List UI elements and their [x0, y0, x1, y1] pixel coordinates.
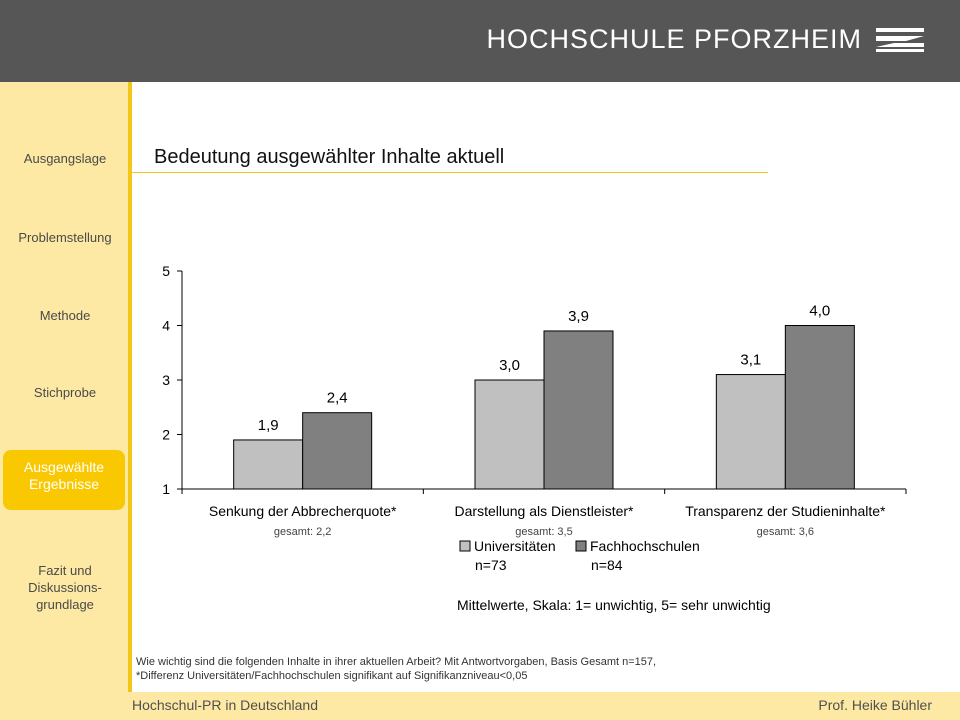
- bar: [303, 413, 372, 489]
- legend-swatch: [576, 541, 586, 551]
- category-label: Senkung der Abbrecherquote*: [208, 503, 397, 519]
- data-label: 3,1: [740, 351, 762, 369]
- total-label: gesamt: 2,2: [273, 526, 332, 538]
- nav-item-fazit[interactable]: Fazit und Diskussions- grundlage: [28, 563, 102, 612]
- category-label: Darstellung als Dienstleister*: [454, 503, 634, 519]
- nav-item-ausgewaehlte-ergebnisse[interactable]: Ausgewählte Ergebnisse: [3, 450, 125, 510]
- legend-n-value: n=73: [475, 557, 507, 573]
- bar-chart: [140, 255, 920, 585]
- bar: [785, 326, 854, 490]
- data-label: 2,4: [326, 389, 348, 407]
- bar: [716, 375, 785, 489]
- y-tick-label: 2: [162, 426, 170, 443]
- brand-name: HOCHSCHULE PFORZHEIM: [486, 24, 862, 54]
- y-tick-label: 1: [162, 481, 170, 497]
- nav-item-problemstellung[interactable]: Problemstellung: [18, 230, 112, 245]
- nav-item-methode[interactable]: Methode: [39, 308, 91, 323]
- footnote-line-1: Wie wichtig sind die folgenden Inhalte in ihrer aktuellen Arbeit? Mit Antwortvorgaben, Basis Gesamt n=157,: [136, 656, 657, 668]
- legend-swatch: [460, 541, 470, 551]
- total-label: gesamt: 3,6: [756, 526, 815, 538]
- footnote: [136, 655, 656, 683]
- bar: [544, 331, 613, 489]
- footer-left: Hochschul-PR in Deutschland: [132, 697, 318, 713]
- sidebar: [0, 82, 128, 720]
- data-label: 4,0: [809, 302, 831, 320]
- header-bar: [0, 0, 960, 82]
- legend-n-value: n=84: [591, 557, 623, 573]
- data-label: 1,9: [257, 416, 279, 434]
- brand: [486, 24, 924, 55]
- bar: [234, 440, 303, 489]
- y-tick-label: 5: [162, 263, 170, 279]
- category-label: Transparenz der Studieninhalte*: [685, 503, 886, 519]
- nav-item-stichprobe[interactable]: Stichprobe: [33, 385, 97, 400]
- footnote-line-2: *Differenz Universitäten/Fachhochschulen signifikant auf Signifikanzniveau<0,05: [136, 670, 528, 682]
- data-label: 3,0: [499, 357, 520, 374]
- y-tick-label: 3: [162, 372, 170, 388]
- hochschule-logo-icon: [876, 28, 924, 52]
- legend-label: Fachhochschulen: [590, 538, 700, 554]
- y-tick-label: 4: [162, 317, 170, 334]
- footer-right: Prof. Heike Bühler: [818, 697, 932, 713]
- title-underline: [132, 172, 768, 173]
- bar: [475, 380, 544, 489]
- total-label: gesamt: 3,5: [515, 526, 573, 538]
- legend-label: Universitäten: [474, 538, 556, 554]
- data-label: 3,9: [568, 307, 589, 325]
- nav-item-ausgangslage[interactable]: Ausgangslage: [23, 151, 107, 166]
- page-title: Bedeutung ausgewählter Inhalte aktuell: [154, 146, 505, 168]
- scale-note: Mittelwerte, Skala: 1= unwichtig, 5= sehr unwichtig: [457, 597, 771, 613]
